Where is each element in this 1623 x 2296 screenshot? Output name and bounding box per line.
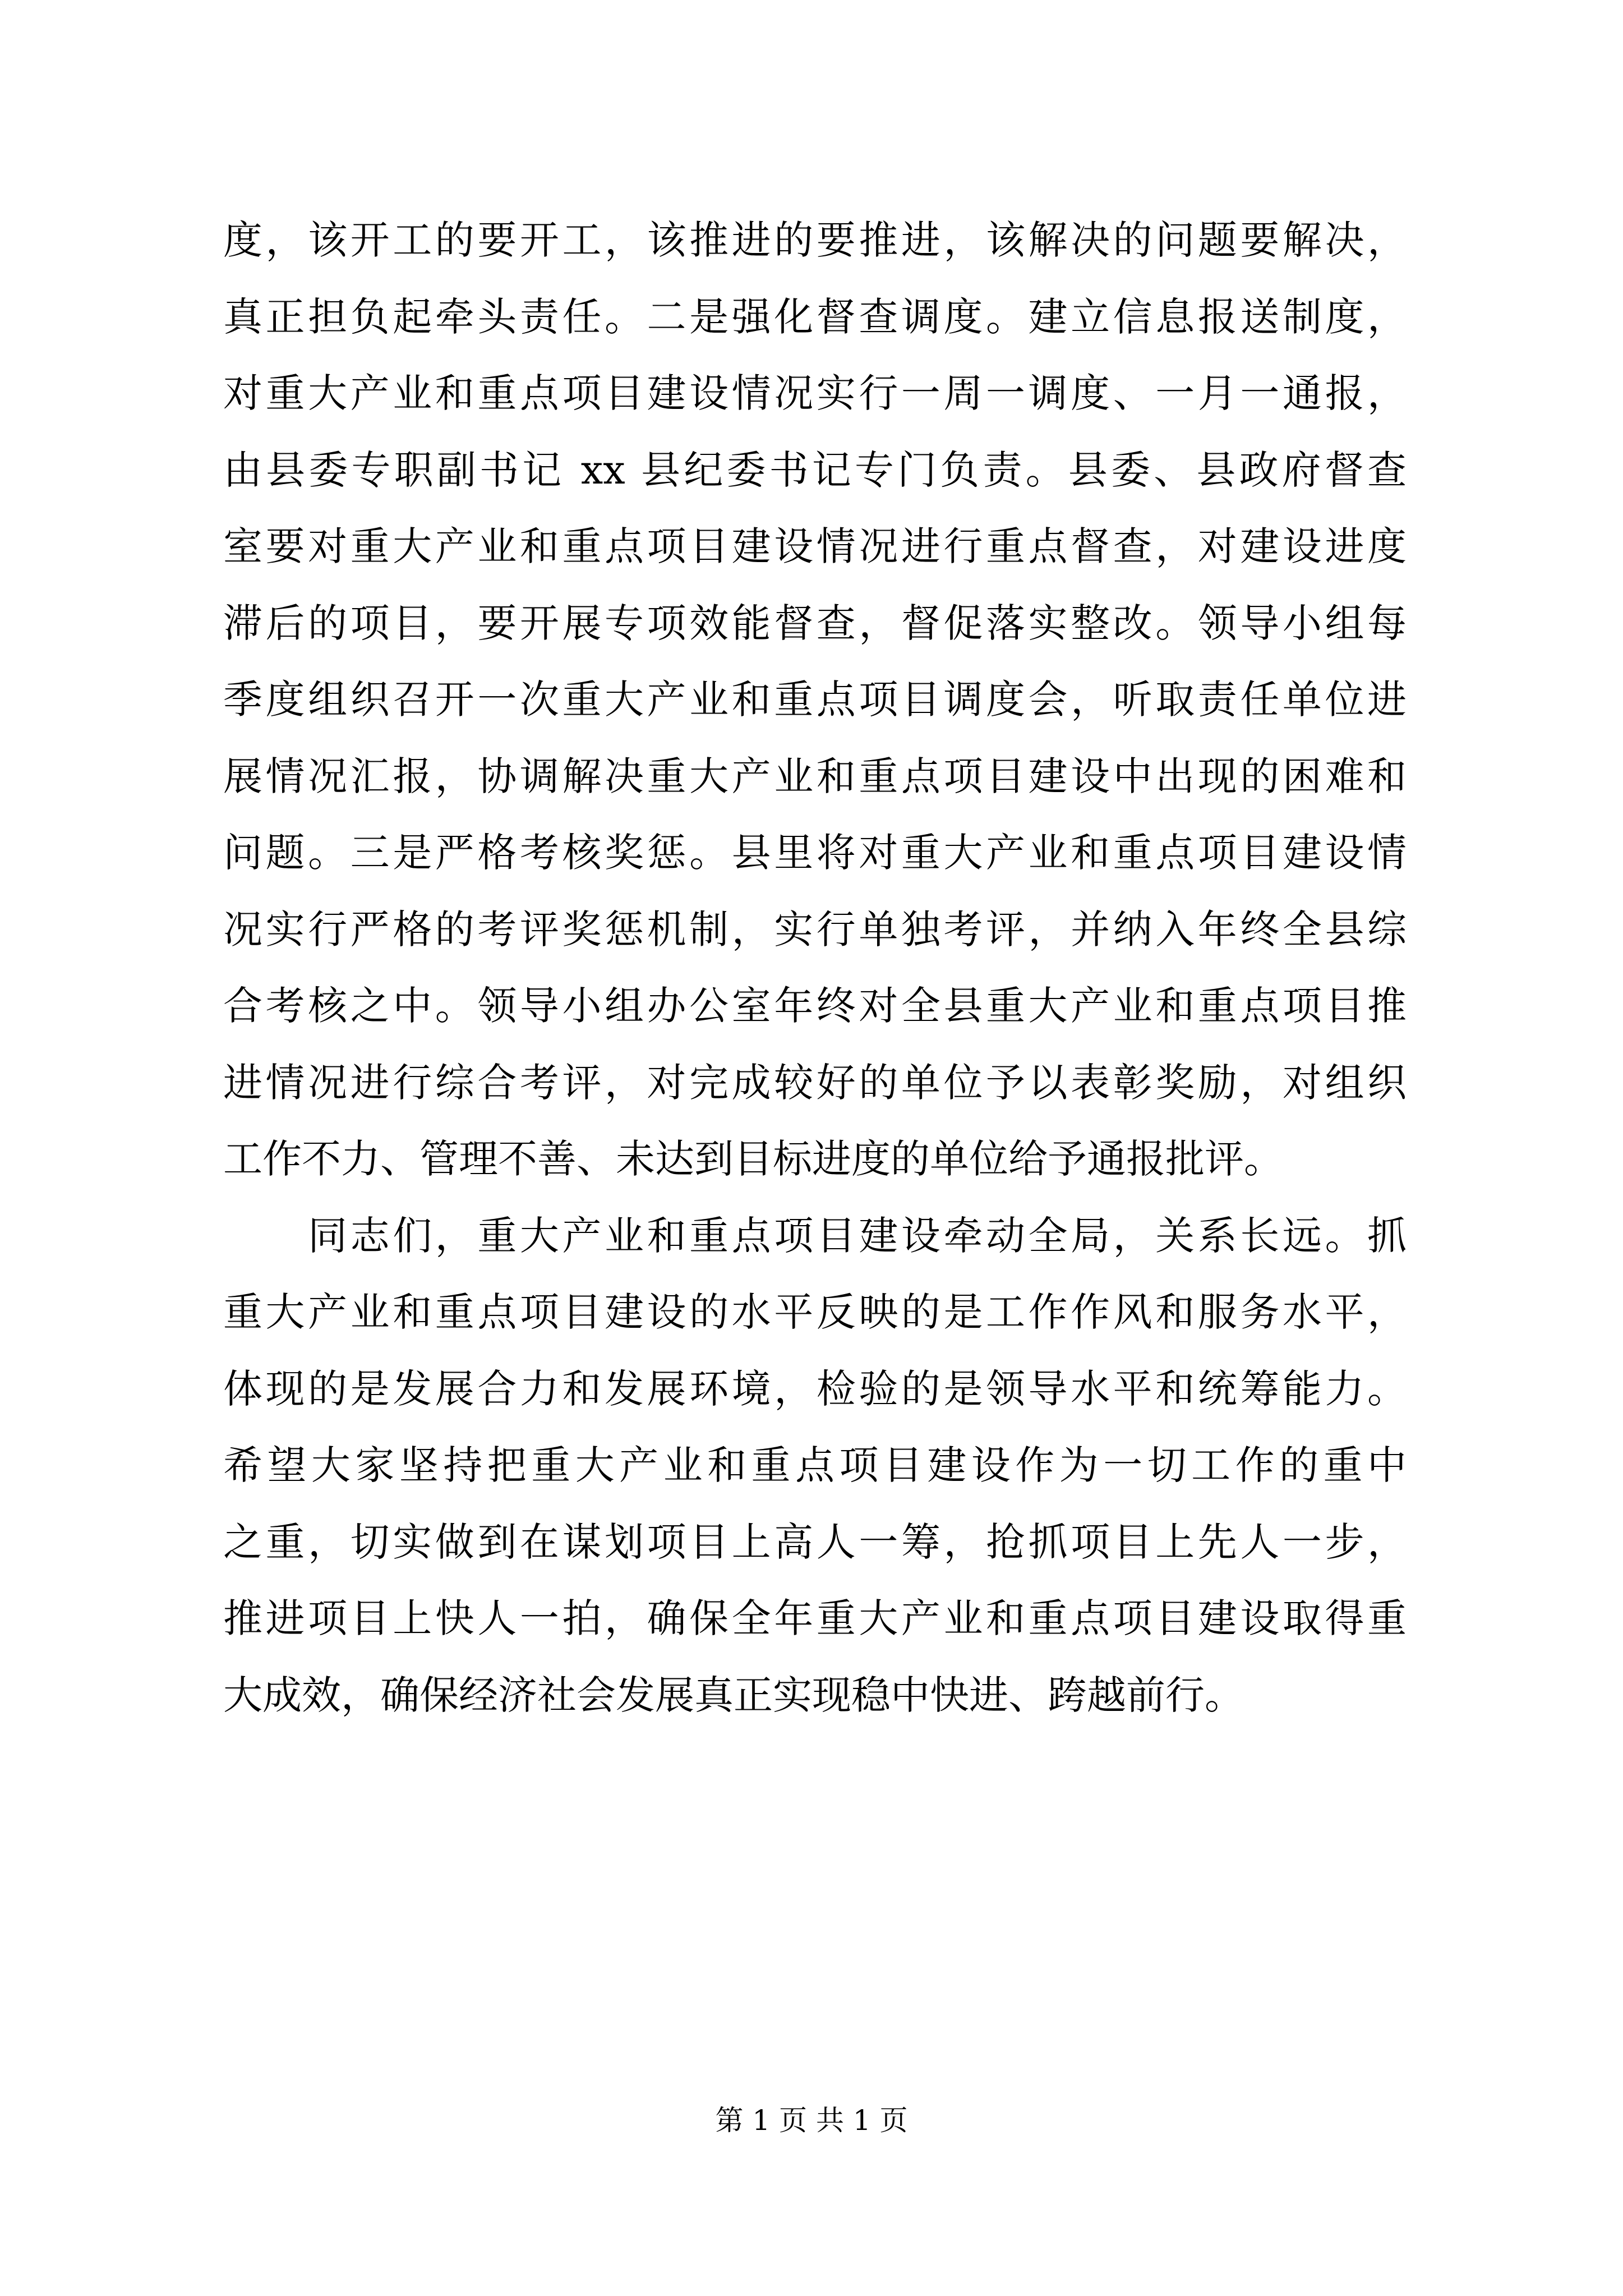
text-line: 体现的是发展合力和发展环境，检验的是领导水平和统筹能力。: [223, 1365, 1407, 1412]
text-line: 进情况进行综合考评，对完成较好的单位予以表彰奖励，对组织: [223, 1059, 1407, 1106]
text-line: 滞后的项目，要开展专项效能督查，督促落实整改。领导小组每: [223, 600, 1407, 646]
text-line: 真正担负起牵头责任。二是强化督查调度。建立信息报送制度，: [223, 293, 1407, 340]
text-line: 同志们，重大产业和重点项目建设牵动全局，关系长远。抓: [223, 1212, 1407, 1259]
text-line: 室要对重大产业和重点项目建设情况进行重点督查，对建设进度: [223, 523, 1407, 569]
text-line: 大成效，确保经济社会发展真正实现稳中快进、跨越前行。: [223, 1672, 1244, 1718]
text-line: 工作不力、管理不善、未达到目标进度的单位给予通报批评。: [223, 1136, 1283, 1182]
text-line: 度，该开工的要开工，该推进的要推进，该解决的问题要解决，: [223, 217, 1407, 263]
page-footer: 第 1 页 共 1 页: [715, 2104, 908, 2137]
text-line: 对重大产业和重点项目建设情况实行一周一调度、一月一通报，: [223, 370, 1407, 416]
text-line: 重大产业和重点项目建设的水平反映的是工作作风和服务水平，: [223, 1289, 1407, 1335]
text-line: 合考核之中。领导小组办公室年终对全县重大产业和重点项目推: [223, 983, 1407, 1029]
text-line: 季度组织召开一次重大产业和重点项目调度会，听取责任单位进: [223, 677, 1407, 723]
text-line: 推进项目上快人一拍，确保全年重大产业和重点项目建设取得重: [223, 1595, 1407, 1641]
body-text: [223, 202, 1407, 1733]
text-line: 希望大家坚持把重大产业和重点项目建设作为一切工作的重中: [223, 1442, 1407, 1488]
text-line: 由县委专职副书记 xx 县纪委书记专门负责。县委、县政府督查: [223, 447, 1407, 493]
text-line: 之重，切实做到在谋划项目上高人一筹，抢抓项目上先人一步，: [223, 1519, 1407, 1565]
text-line: 况实行严格的考评奖惩机制，实行单独考评，并纳入年终全县综: [223, 906, 1407, 953]
text-line: 问题。三是严格考核奖惩。县里将对重大产业和重点项目建设情: [223, 830, 1407, 876]
text-line: 展情况汇报，协调解决重大产业和重点项目建设中出现的困难和: [223, 753, 1407, 799]
